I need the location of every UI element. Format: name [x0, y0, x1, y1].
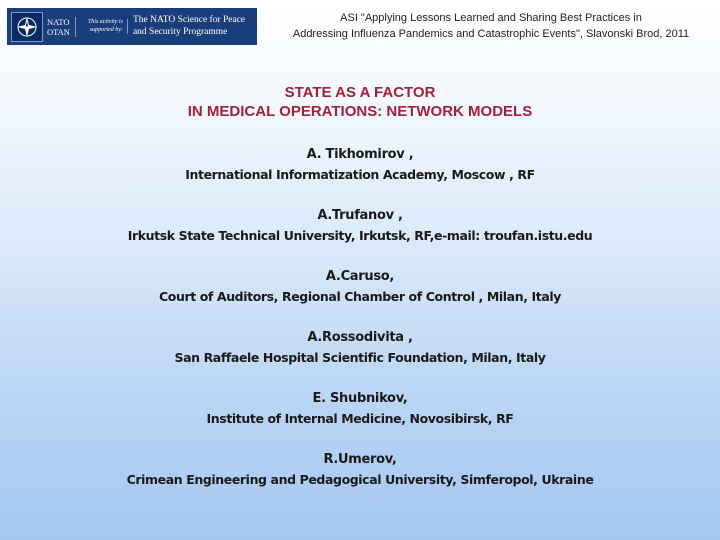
author-affiliation: Irkutsk State Technical University, Irkutsk, RF,e-mail: troufan.istu.edu — [127, 228, 593, 243]
author-entry — [0, 206, 720, 246]
author-name: A.Trufanov , — [317, 208, 403, 223]
programme-name — [133, 15, 245, 38]
author-name: E. Shubnikov, — [312, 391, 408, 406]
programme-line-2: and Security Programme — [132, 26, 228, 37]
event-caption-line-1: ASI "Applying Lessons Learned and Sharing Best Practices in — [340, 12, 642, 24]
author-affiliation: International Informatization Academy, Moscow , RF — [185, 167, 535, 182]
author-name: A. Tikhomirov , — [306, 147, 414, 162]
otan-label: OTAN — [47, 26, 70, 37]
author-name: A.Caruso, — [325, 269, 395, 284]
author-name: A.Rossodivita , — [307, 330, 413, 345]
nato-label: NATO — [47, 16, 70, 27]
author-affiliation: Court of Auditors, Regional Chamber of Control , Milan, Italy — [158, 289, 561, 304]
author-entry — [0, 389, 720, 429]
slide-title-line-1: STATE AS A FACTOR — [284, 84, 436, 101]
author-affiliation: Institute of Internal Medicine, Novosibirsk, RF — [206, 411, 514, 426]
author-entry — [0, 145, 720, 185]
supported-by-text: This activity is supported by: — [81, 19, 128, 34]
nato-sps-banner — [7, 8, 257, 45]
event-caption-line-2: Addressing Influenza Pandemics and Catastrophic Events", Slavonski Brod, 2011 — [292, 28, 690, 40]
author-entry — [0, 328, 720, 368]
author-list — [0, 145, 720, 511]
nato-otan-wordmark — [47, 17, 76, 37]
slide-title — [0, 83, 720, 121]
author-entry — [0, 267, 720, 307]
programme-line-1: The NATO Science for Peace — [132, 15, 246, 25]
author-entry — [0, 450, 720, 490]
author-name: R.Umerov, — [323, 452, 397, 467]
nato-star-icon — [11, 12, 43, 42]
slide-title-line-2: IN MEDICAL OPERATIONS: NETWORK MODELS — [187, 103, 533, 120]
event-caption — [262, 10, 720, 42]
author-affiliation: Crimean Engineering and Pedagogical University, Simferopol, Ukraine — [126, 472, 594, 487]
author-affiliation: San Raffaele Hospital Scientific Foundation, Milan, Italy — [174, 350, 546, 365]
